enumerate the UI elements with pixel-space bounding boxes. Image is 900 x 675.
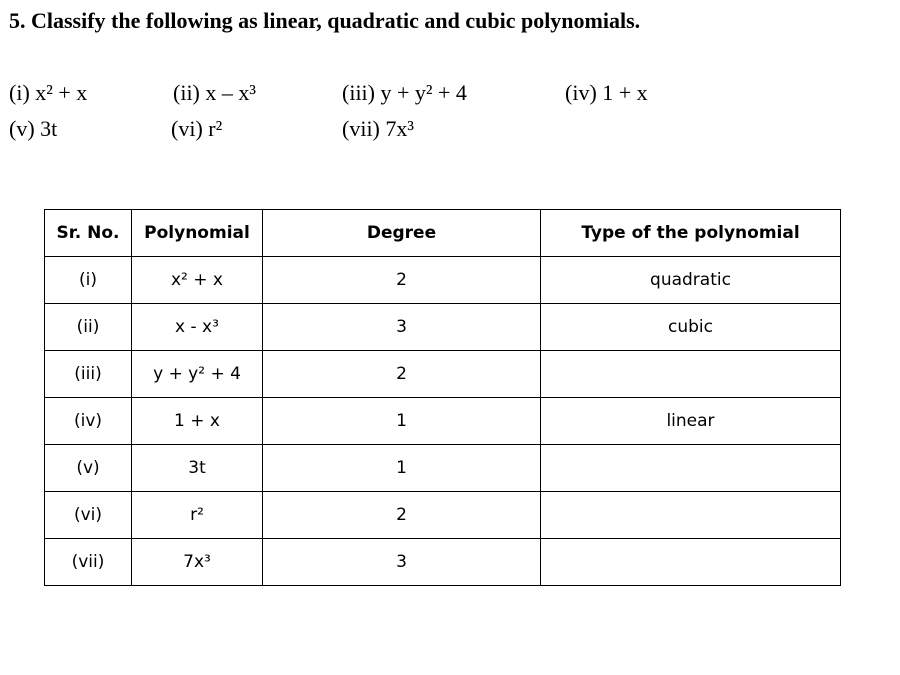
cell-degree: 2 bbox=[263, 351, 541, 398]
cell-degree: 2 bbox=[263, 492, 541, 539]
table-row bbox=[45, 351, 841, 398]
option-iii: (iii) y + y² + 4 bbox=[342, 80, 467, 105]
header-sr-no: Sr. No. bbox=[45, 210, 132, 257]
table-row bbox=[45, 445, 841, 492]
cell-degree: 3 bbox=[263, 304, 541, 351]
option-vii: (vii) 7x³ bbox=[342, 116, 414, 141]
cell-type: quadratic bbox=[541, 257, 841, 304]
cell-polynomial: 7x³ bbox=[132, 539, 263, 586]
cell-type: cubic bbox=[541, 304, 841, 351]
header-degree: Degree bbox=[263, 210, 541, 257]
cell-sr: (i) bbox=[45, 257, 132, 304]
table-header-row bbox=[45, 210, 841, 257]
cell-type bbox=[541, 492, 841, 539]
cell-degree: 2 bbox=[263, 257, 541, 304]
table-row bbox=[45, 492, 841, 539]
cell-polynomial: x² + x bbox=[132, 257, 263, 304]
option-ii: (ii) x – x³ bbox=[173, 80, 256, 105]
table-row bbox=[45, 304, 841, 351]
question-title: 5. Classify the following as linear, quadratic and cubic polynomials. bbox=[9, 8, 641, 33]
option-v: (v) 3t bbox=[9, 116, 58, 141]
cell-polynomial: x - x³ bbox=[132, 304, 263, 351]
cell-polynomial: 3t bbox=[132, 445, 263, 492]
cell-degree: 1 bbox=[263, 445, 541, 492]
cell-type bbox=[541, 539, 841, 586]
cell-sr: (vii) bbox=[45, 539, 132, 586]
option-iv: (iv) 1 + x bbox=[565, 80, 648, 105]
cell-sr: (iii) bbox=[45, 351, 132, 398]
table-row bbox=[45, 257, 841, 304]
header-polynomial: Polynomial bbox=[132, 210, 263, 257]
table-row bbox=[45, 398, 841, 445]
cell-polynomial: y + y² + 4 bbox=[132, 351, 263, 398]
option-i: (i) x² + x bbox=[9, 80, 88, 105]
cell-degree: 3 bbox=[263, 539, 541, 586]
option-vi: (vi) r² bbox=[171, 116, 223, 141]
cell-sr: (v) bbox=[45, 445, 132, 492]
cell-polynomial: r² bbox=[132, 492, 263, 539]
cell-sr: (iv) bbox=[45, 398, 132, 445]
cell-sr: (vi) bbox=[45, 492, 132, 539]
cell-polynomial: 1 + x bbox=[132, 398, 263, 445]
cell-type: linear bbox=[541, 398, 841, 445]
cell-degree: 1 bbox=[263, 398, 541, 445]
cell-sr: (ii) bbox=[45, 304, 132, 351]
cell-type bbox=[541, 445, 841, 492]
cell-type bbox=[541, 351, 841, 398]
table-row bbox=[45, 539, 841, 586]
header-type: Type of the polynomial bbox=[541, 210, 841, 257]
classification-table bbox=[44, 209, 841, 586]
